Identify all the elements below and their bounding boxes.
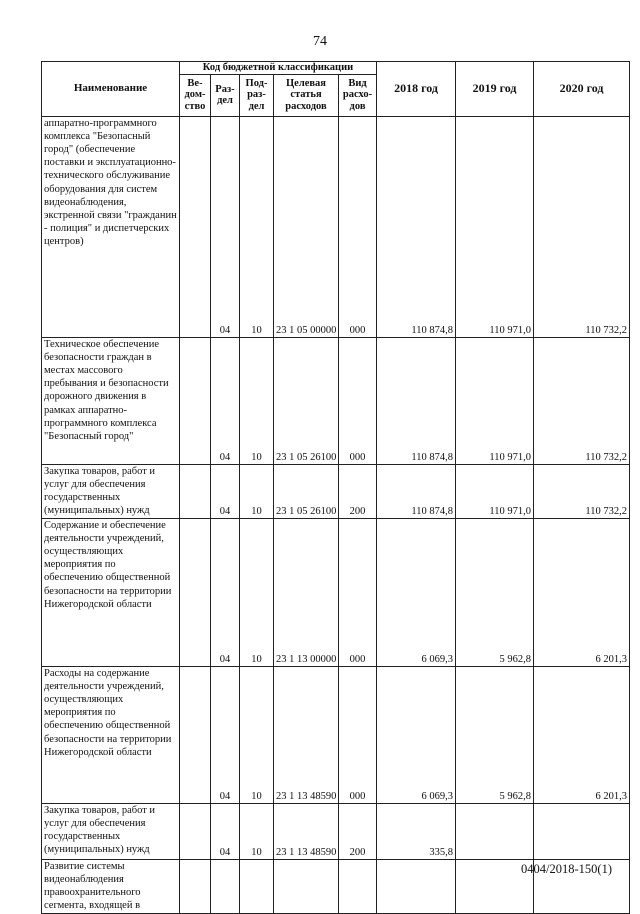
- row-tselevaya-statya: 23 1 05 00000: [274, 116, 339, 337]
- row-vid-raskhodov: 200: [339, 803, 377, 859]
- page-number: 74: [313, 34, 327, 49]
- header-razdel: Раз-дел: [211, 74, 240, 116]
- row-value-2020: 110 732,2: [534, 116, 630, 337]
- row-razdel: 04: [211, 464, 240, 518]
- header-2019: 2019 год: [456, 62, 534, 117]
- header-2018: 2018 год: [377, 62, 456, 117]
- table-row: [42, 337, 630, 464]
- row-razdel: 04: [211, 666, 240, 803]
- header-vedomstvo: Ве-дом-ство: [180, 74, 211, 116]
- header-2020: 2020 год: [534, 62, 630, 117]
- row-value-2020: 110 732,2: [534, 464, 630, 518]
- row-tselevaya-statya: 23 1 13 48590: [274, 803, 339, 859]
- table-row: [42, 518, 630, 666]
- row-vid-raskhodov: 200: [339, 464, 377, 518]
- row-value-2019: 110 971,0: [456, 337, 534, 464]
- row-vedomstvo: [180, 337, 211, 464]
- row-vedomstvo: [180, 803, 211, 859]
- row-vedomstvo: [180, 116, 211, 337]
- header-code-group: Код бюджетной классификации: [180, 62, 377, 75]
- table-row: [42, 803, 630, 859]
- row-name: аппаратно-программного комплекса "Безопасный город" (обеспечение поставки и эксплуатационно-технического обслуживание оборудования для систем видеонаблюдения, экстренной связи "гражданин - полиция" и диспетчерских центров): [42, 116, 180, 337]
- document-code: 0404/2018-150(1): [521, 862, 612, 876]
- row-vid-raskhodov: 000: [339, 337, 377, 464]
- row-value-2018: 6 069,3: [377, 518, 456, 666]
- row-vedomstvo: [180, 518, 211, 666]
- row-value-2019: 5 962,8: [456, 518, 534, 666]
- row-vedomstvo: [180, 666, 211, 803]
- row-value-2020: 6 201,3: [534, 518, 630, 666]
- row-podrazdel: 10: [240, 116, 274, 337]
- row-name: Развитие системы видеонаблюдения правоохранительного сегмента, входящей в: [42, 859, 180, 913]
- row-name: Расходы на содержание деятельности учреждений, осуществляющих мероприятия по обеспечению общественной безопасности на территории Нижегородской области: [42, 666, 180, 803]
- row-podrazdel: 10: [240, 464, 274, 518]
- row-tselevaya-statya: 23 1 13 48590: [274, 666, 339, 803]
- row-podrazdel: 10: [240, 666, 274, 803]
- header-vid-raskhodov: Вид расхо-дов: [339, 74, 377, 116]
- row-vid-raskhodov: 000: [339, 116, 377, 337]
- header-podrazdel: Под-раз-дел: [240, 74, 274, 116]
- row-value-2019: 110 971,0: [456, 464, 534, 518]
- row-value-2020: [534, 803, 630, 859]
- header-tselevaya-statya: Целевая статья расходов: [274, 74, 339, 116]
- row-value-2018: 110 874,8: [377, 116, 456, 337]
- row-name: Содержание и обеспечение деятельности учреждений, осуществляющих мероприятия по обеспечению общественной безопасности на территории Нижегородской области: [42, 518, 180, 666]
- table-row: [42, 464, 630, 518]
- row-value-2020: 110 732,2: [534, 337, 630, 464]
- table-row: [42, 666, 630, 803]
- row-value-2018: 110 874,8: [377, 464, 456, 518]
- row-vid-raskhodov: 000: [339, 666, 377, 803]
- row-value-2019: 110 971,0: [456, 116, 534, 337]
- row-podrazdel: 10: [240, 803, 274, 859]
- row-value-2018: 335,8: [377, 803, 456, 859]
- row-razdel: 04: [211, 337, 240, 464]
- row-razdel: 04: [211, 518, 240, 666]
- row-podrazdel: 10: [240, 337, 274, 464]
- row-value-2020: 6 201,3: [534, 666, 630, 803]
- row-vid-raskhodov: 000: [339, 518, 377, 666]
- row-value-2019: [456, 803, 534, 859]
- row-value-2019: 5 962,8: [456, 666, 534, 803]
- row-razdel: 04: [211, 803, 240, 859]
- row-value-2018: 6 069,3: [377, 666, 456, 803]
- row-name: Техническое обеспечение безопасности граждан в местах массового пребывания и безопасности дорожного движения в рамках аппаратно-программного комплекса "Безопасный город": [42, 337, 180, 464]
- row-razdel: 04: [211, 116, 240, 337]
- table-row: [42, 116, 630, 337]
- row-podrazdel: 10: [240, 518, 274, 666]
- budget-table: [41, 61, 630, 914]
- row-tselevaya-statya: 23 1 05 26100: [274, 337, 339, 464]
- row-name: Закупка товаров, работ и услуг для обеспечения государственных (муниципальных) нужд: [42, 464, 180, 518]
- row-value-2018: 110 874,8: [377, 337, 456, 464]
- row-name: Закупка товаров, работ и услуг для обеспечения государственных (муниципальных) нужд: [42, 803, 180, 859]
- row-vedomstvo: [180, 464, 211, 518]
- row-tselevaya-statya: 23 1 13 00000: [274, 518, 339, 666]
- row-tselevaya-statya: 23 1 05 26100: [274, 464, 339, 518]
- header-name: Наименование: [42, 62, 180, 117]
